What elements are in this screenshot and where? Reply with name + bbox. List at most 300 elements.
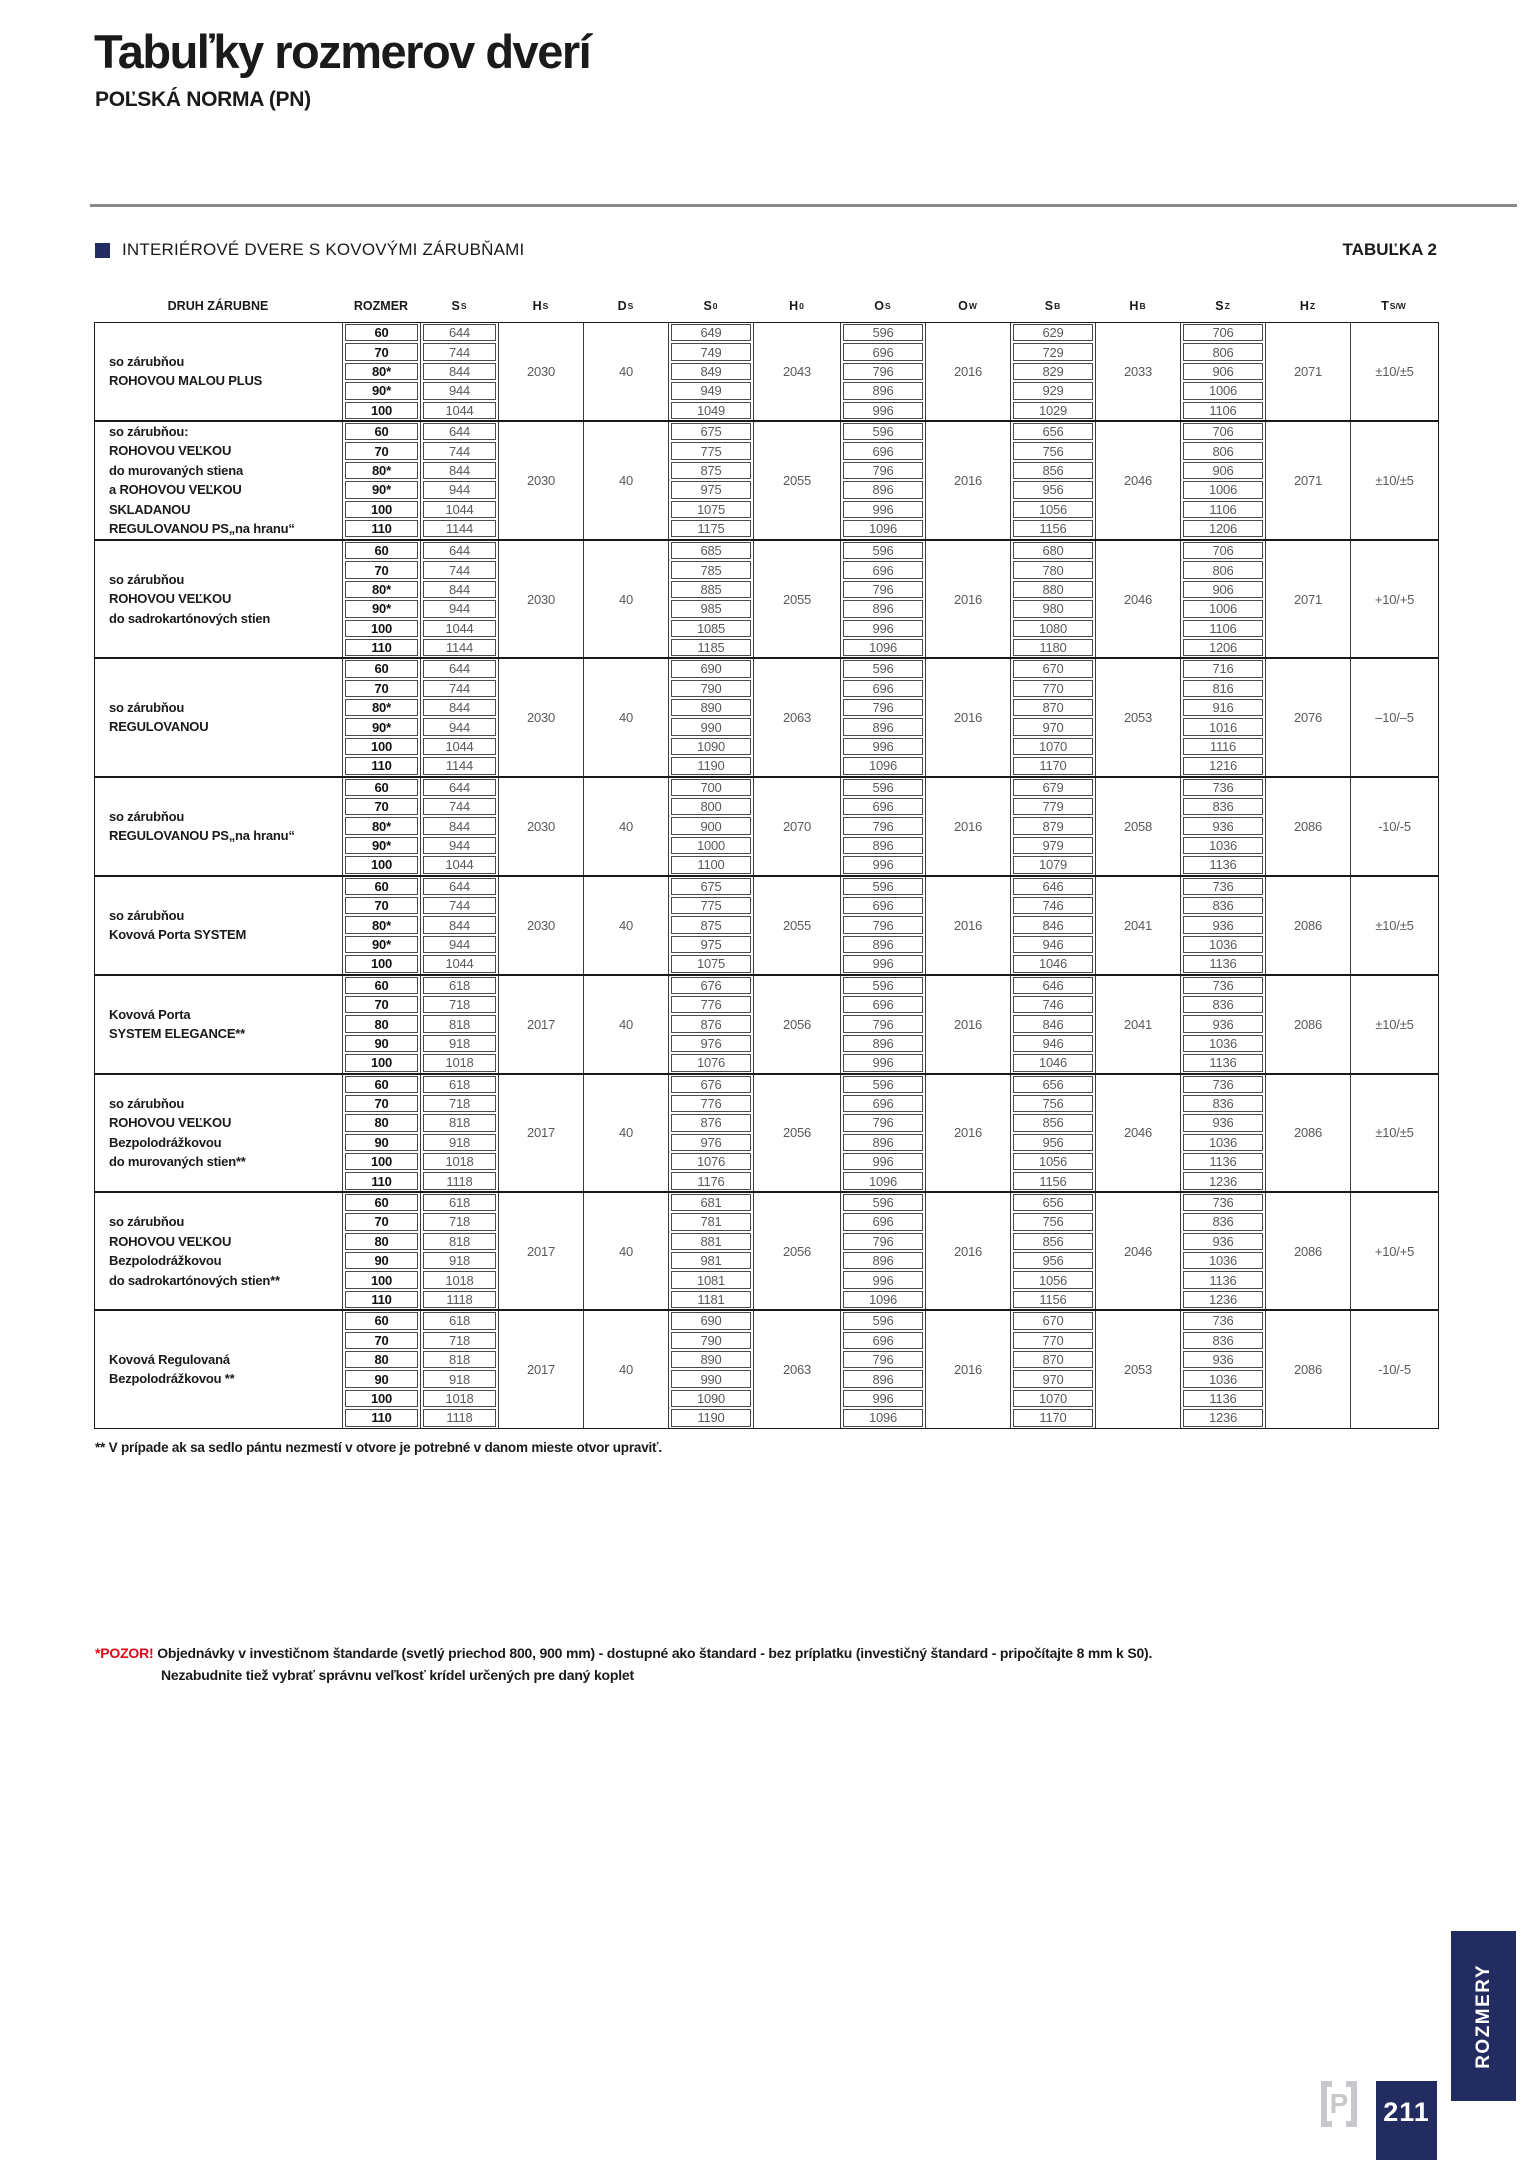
dimension-value: 800 [671, 798, 751, 815]
size-value: 70 [345, 798, 418, 815]
value-cell [669, 797, 753, 816]
column-header: ROZMER [353, 299, 409, 313]
dimension-value: 706 [1183, 423, 1263, 440]
value-cell [421, 560, 498, 579]
value-cell [421, 342, 498, 361]
value-cell [421, 1014, 498, 1033]
dimension-value: 596 [843, 324, 923, 341]
frame-type-label-line: ROHOVOU VEĽKOU [109, 1115, 232, 1131]
dimension-value: +10/+5 [1374, 591, 1415, 607]
value-cell [1181, 659, 1265, 678]
dimension-value: 918 [423, 1134, 496, 1151]
dimension-value: 896 [843, 1134, 923, 1151]
dimension-value: 1076 [671, 1153, 751, 1170]
value-column-sz [1181, 877, 1266, 974]
merged-column-hs [499, 1075, 584, 1191]
value-cell [1181, 381, 1265, 400]
column-header: H Z [1299, 299, 1316, 313]
dimension-value: 1018 [423, 1054, 496, 1071]
value-cell [343, 1152, 420, 1171]
table-body [94, 322, 1439, 1429]
dimension-value: 2041 [1123, 917, 1153, 933]
dimension-value: 696 [843, 442, 923, 459]
value-column-sz [1181, 659, 1266, 775]
merged-column-h0 [754, 877, 841, 974]
dimension-value: 796 [843, 699, 923, 716]
dimension-value: 1036 [1183, 1252, 1263, 1269]
dimension-value: 1044 [423, 738, 496, 755]
dimension-value: 781 [671, 1213, 751, 1230]
value-cell [421, 679, 498, 698]
value-column-s0 [669, 1075, 754, 1191]
merged-column-hb [1096, 1075, 1181, 1191]
dimension-value: 2016 [953, 1125, 983, 1141]
dimension-value: 936 [1183, 916, 1263, 933]
dimension-value: 1096 [843, 757, 923, 774]
value-cell [669, 1094, 753, 1113]
dimension-value: 936 [1183, 1114, 1263, 1131]
dimension-value: 990 [671, 718, 751, 735]
value-cell [1011, 1212, 1095, 1231]
value-cell [343, 954, 420, 973]
value-cell [841, 1053, 925, 1072]
dimension-value: 936 [1183, 1233, 1263, 1250]
value-cell [421, 1350, 498, 1369]
dimension-value: 806 [1183, 442, 1263, 459]
frame-type-label-line: so zárubňou [109, 699, 185, 715]
dimension-value: 790 [671, 1332, 751, 1349]
value-cell [1011, 1311, 1095, 1330]
value-cell [1011, 1075, 1095, 1094]
value-cell [841, 1152, 925, 1171]
size-value: 100 [345, 856, 418, 873]
value-cell [421, 877, 498, 896]
value-cell [669, 1133, 753, 1152]
value-cell [841, 1331, 925, 1350]
dimension-value: 2058 [1123, 818, 1153, 834]
value-cell [669, 1034, 753, 1053]
value-cell [841, 954, 925, 973]
dimension-value: 1176 [671, 1172, 751, 1189]
value-cell [1181, 1389, 1265, 1408]
dimension-value: 776 [671, 996, 751, 1013]
value-cell [1181, 1251, 1265, 1270]
value-cell [421, 1034, 498, 1053]
value-column-os [841, 422, 926, 539]
dimension-value: 1136 [1183, 1054, 1263, 1071]
dimension-value: 1136 [1183, 856, 1263, 873]
dimension-value: 856 [1013, 1233, 1093, 1250]
frame-type-group [95, 323, 1438, 420]
size-value: 110 [345, 757, 418, 774]
value-cell [841, 915, 925, 934]
value-column-sb [1011, 659, 1096, 775]
value-column-os [841, 541, 926, 657]
value-column-rozmer [343, 1075, 421, 1191]
value-cell [421, 1408, 498, 1427]
value-cell [841, 422, 925, 441]
value-cell [1181, 1053, 1265, 1072]
size-value: 90* [345, 837, 418, 854]
value-cell [343, 1331, 420, 1350]
merged-column-hb [1096, 1311, 1181, 1427]
warning-note [95, 1642, 1440, 1687]
frame-type-label-line: REGULOVANOU [109, 719, 209, 735]
value-cell [669, 659, 753, 678]
value-cell [1011, 1171, 1095, 1190]
dimension-value: 679 [1013, 779, 1093, 796]
dimension-value: 40 [618, 709, 634, 725]
value-cell [343, 381, 420, 400]
dimension-value: 836 [1183, 798, 1263, 815]
merged-column-hs [499, 541, 584, 657]
value-cell [841, 1408, 925, 1427]
frame-type-label-line: Kovová Porta SYSTEM [109, 927, 247, 943]
dimension-value: 896 [843, 1252, 923, 1269]
dimension-value: 896 [843, 382, 923, 399]
size-value: 100 [345, 402, 418, 419]
value-cell [343, 1212, 420, 1231]
size-value: 70 [345, 1332, 418, 1349]
merged-column-ds [584, 976, 669, 1073]
dimension-value: 956 [1013, 481, 1093, 498]
value-cell [343, 659, 420, 678]
dimension-value: 944 [423, 481, 496, 498]
value-cell [669, 381, 753, 400]
value-cell [343, 679, 420, 698]
value-cell [421, 836, 498, 855]
value-cell [1181, 778, 1265, 797]
value-cell [1011, 816, 1095, 835]
dimension-value: 649 [671, 324, 751, 341]
merged-column-t [1351, 877, 1438, 974]
size-value: 110 [345, 1172, 418, 1189]
value-cell [1181, 1212, 1265, 1231]
value-cell [841, 1193, 925, 1212]
value-cell [343, 778, 420, 797]
value-column-os [841, 1193, 926, 1309]
section-title: INTERIÉROVÉ DVERE S KOVOVÝMI ZÁRUBŇAMI [122, 240, 525, 259]
dimension-value: 1096 [843, 1409, 923, 1426]
value-cell [841, 323, 925, 342]
dimension-value: 644 [423, 779, 496, 796]
dimension-value: 944 [423, 600, 496, 617]
value-cell [421, 619, 498, 638]
dimension-value: 896 [843, 936, 923, 953]
value-cell [841, 816, 925, 835]
dimension-value: 696 [843, 996, 923, 1013]
dimension-value: 844 [423, 462, 496, 479]
dimension-value: 936 [1183, 817, 1263, 834]
merged-column-hz [1266, 323, 1351, 420]
value-cell [1011, 401, 1095, 420]
value-cell [669, 1389, 753, 1408]
dimension-value: 946 [1013, 1035, 1093, 1052]
frame-type-label-line: Bezpolodrážkovou [109, 1253, 222, 1269]
merged-column-ow [926, 659, 1011, 775]
dimension-value: 970 [1013, 1370, 1093, 1387]
dimension-value: 629 [1013, 324, 1093, 341]
value-column-os [841, 1311, 926, 1427]
merged-column-hz [1266, 1311, 1351, 1427]
dimension-value: 690 [671, 1312, 751, 1329]
column-header: H B [1129, 299, 1146, 313]
value-cell [343, 500, 420, 519]
dimension-value: 870 [1013, 699, 1093, 716]
frame-type-label [95, 659, 343, 775]
dimension-value: 1190 [671, 757, 751, 774]
value-column-sb [1011, 541, 1096, 657]
dimension-value: 844 [423, 916, 496, 933]
value-cell [343, 816, 420, 835]
frame-type-label-line: do murovaných stiena [109, 462, 243, 478]
value-column-sz [1181, 422, 1266, 539]
value-cell [1011, 778, 1095, 797]
dimension-value: 780 [1013, 561, 1093, 578]
value-column-sz [1181, 976, 1266, 1073]
dimension-value: 2016 [953, 1243, 983, 1259]
dimension-value: 836 [1183, 1213, 1263, 1230]
size-value: 70 [345, 343, 418, 360]
value-cell [1011, 1290, 1095, 1309]
value-cell [841, 1075, 925, 1094]
value-cell [1011, 500, 1095, 519]
value-cell [1181, 954, 1265, 973]
frame-type-group [95, 420, 1438, 539]
value-cell [669, 1193, 753, 1212]
frame-type-label-line: SYSTEM ELEGANCE** [109, 1026, 246, 1042]
value-cell [841, 995, 925, 1014]
frame-type-label-line: REGULOVANOU PS„na hranu“ [109, 828, 295, 844]
value-cell [1181, 1152, 1265, 1171]
value-cell [669, 855, 753, 874]
dimension-value: 1144 [423, 639, 496, 656]
value-cell [841, 778, 925, 797]
dimension-value: 696 [843, 1213, 923, 1230]
dimension-value: 836 [1183, 897, 1263, 914]
value-cell [421, 915, 498, 934]
value-cell [841, 1212, 925, 1231]
merged-column-ds [584, 541, 669, 657]
dimension-value: 944 [423, 382, 496, 399]
dimension-value: 2055 [782, 591, 812, 607]
dimension-value: 644 [423, 423, 496, 440]
dimension-value: 906 [1183, 581, 1263, 598]
dimension-value: 736 [1183, 1076, 1263, 1093]
value-cell [421, 698, 498, 717]
dimension-value: 1000 [671, 837, 751, 854]
value-column-s0 [669, 1311, 754, 1427]
value-cell [1011, 896, 1095, 915]
dimension-value: 1044 [423, 955, 496, 972]
value-cell [1181, 915, 1265, 934]
value-cell [1181, 541, 1265, 560]
dimension-value: 618 [423, 1194, 496, 1211]
column-header: S Z [1215, 299, 1230, 313]
value-cell [343, 756, 420, 775]
dimension-value: 880 [1013, 581, 1093, 598]
value-column-ss [421, 1075, 499, 1191]
merged-column-hz [1266, 877, 1351, 974]
dimension-value: 1036 [1183, 837, 1263, 854]
merged-column-hb [1096, 877, 1181, 974]
dimension-value: 918 [423, 1370, 496, 1387]
warning-line2: Nezabudnite tiež vybrať správnu veľkosť krídel určených pre daný koplet [161, 1667, 634, 1684]
value-cell [669, 560, 753, 579]
value-cell [669, 1232, 753, 1251]
value-cell [669, 976, 753, 995]
merged-column-t [1351, 659, 1438, 775]
merged-column-hs [499, 1193, 584, 1309]
value-cell [343, 877, 420, 896]
dimension-value: 1236 [1183, 1291, 1263, 1308]
dimension-value: 896 [843, 1035, 923, 1052]
value-cell [1181, 836, 1265, 855]
value-cell [841, 1270, 925, 1289]
dimension-value: 975 [671, 936, 751, 953]
value-column-os [841, 659, 926, 775]
size-value: 80 [345, 1351, 418, 1368]
value-column-s0 [669, 1193, 754, 1309]
value-cell [841, 1311, 925, 1330]
value-cell [669, 1152, 753, 1171]
value-cell [1181, 1113, 1265, 1132]
value-cell [841, 698, 925, 717]
value-cell [669, 342, 753, 361]
dimension-value: 2086 [1293, 1016, 1323, 1032]
size-value: 90 [345, 1134, 418, 1151]
size-value: 80 [345, 1233, 418, 1250]
dimension-value: 696 [843, 343, 923, 360]
value-cell [1011, 679, 1095, 698]
dimension-value: 1136 [1183, 955, 1263, 972]
value-column-os [841, 877, 926, 974]
value-cell [421, 1270, 498, 1289]
value-cell [1181, 1369, 1265, 1388]
value-column-sb [1011, 1193, 1096, 1309]
dimension-value: 40 [618, 1361, 634, 1377]
value-cell [343, 1133, 420, 1152]
dimension-value: 2017 [526, 1016, 556, 1032]
dimension-value: 1044 [423, 856, 496, 873]
value-cell [669, 1053, 753, 1072]
value-column-sz [1181, 1193, 1266, 1309]
value-cell [1181, 1193, 1265, 1212]
dimension-value: 2030 [526, 363, 556, 379]
value-cell [841, 976, 925, 995]
value-cell [421, 1389, 498, 1408]
value-cell [1181, 461, 1265, 480]
dimension-value: 2046 [1123, 591, 1153, 607]
dimension-value: 885 [671, 581, 751, 598]
value-cell [421, 659, 498, 678]
dimension-value: 1116 [1183, 738, 1263, 755]
dimension-value: 744 [423, 343, 496, 360]
dimension-value: 2053 [1123, 709, 1153, 725]
dimension-value: 2043 [782, 363, 812, 379]
column-header: H 0 [789, 299, 804, 313]
dimension-value: 996 [843, 402, 923, 419]
dimension-value: 846 [1013, 1015, 1093, 1032]
value-column-sb [1011, 1075, 1096, 1191]
value-column-rozmer [343, 422, 421, 539]
value-cell [669, 401, 753, 420]
frame-type-label-line: ROHOVOU VEĽKOU [109, 1233, 232, 1249]
dimension-value: -10/-5 [1378, 818, 1411, 834]
value-cell [1011, 541, 1095, 560]
value-cell [1011, 995, 1095, 1014]
value-cell [669, 1171, 753, 1190]
value-cell [1011, 1331, 1095, 1350]
size-value: 80* [345, 817, 418, 834]
value-cell [1181, 1014, 1265, 1033]
value-cell [1181, 500, 1265, 519]
value-cell [1181, 877, 1265, 896]
merged-column-ow [926, 877, 1011, 974]
dimension-value: 1156 [1013, 1172, 1093, 1189]
dimension-value: ±10/±5 [1375, 363, 1414, 379]
value-cell [841, 461, 925, 480]
column-header: O W [958, 299, 977, 313]
merged-column-t [1351, 541, 1438, 657]
dimension-value: 856 [1013, 462, 1093, 479]
dimension-value: 936 [1183, 1351, 1263, 1368]
merged-column-ds [584, 659, 669, 775]
dimension-value: 670 [1013, 660, 1093, 677]
merged-column-ow [926, 1193, 1011, 1309]
value-cell [1181, 342, 1265, 361]
value-cell [421, 323, 498, 342]
value-cell [841, 580, 925, 599]
dimension-value: 596 [843, 878, 923, 895]
value-cell [1181, 1350, 1265, 1369]
value-cell [1011, 1369, 1095, 1388]
value-column-ss [421, 323, 499, 420]
dimension-value: 2056 [782, 1125, 812, 1141]
size-value: 70 [345, 561, 418, 578]
dimension-value: 1096 [843, 1172, 923, 1189]
merged-column-ds [584, 778, 669, 875]
merged-column-h0 [754, 976, 841, 1073]
merged-column-hb [1096, 976, 1181, 1073]
page-number: 211 [1383, 2097, 1430, 2127]
value-cell [343, 915, 420, 934]
size-value: 80* [345, 462, 418, 479]
frame-type-label-line: ROHOVOU VEĽKOU [109, 443, 232, 459]
dimension-value: 40 [618, 591, 634, 607]
dimension-value: 681 [671, 1194, 751, 1211]
dimension-value: 996 [843, 1054, 923, 1071]
dimension-value: 756 [1013, 1213, 1093, 1230]
value-cell [1181, 1232, 1265, 1251]
dimension-value: 900 [671, 817, 751, 834]
value-column-sb [1011, 422, 1096, 539]
page-number-box [1376, 2081, 1437, 2160]
dimension-value: 2033 [1123, 363, 1153, 379]
value-cell [1011, 599, 1095, 618]
dimension-value: 644 [423, 324, 496, 341]
dimension-value: 875 [671, 462, 751, 479]
value-cell [841, 1171, 925, 1190]
dimension-value: 646 [1013, 977, 1093, 994]
value-cell [343, 995, 420, 1014]
dimension-value: 844 [423, 363, 496, 380]
value-column-os [841, 976, 926, 1073]
value-cell [343, 935, 420, 954]
dimension-value: 856 [1013, 1114, 1093, 1131]
dimension-value: 676 [671, 1076, 751, 1093]
value-cell [1011, 717, 1095, 736]
